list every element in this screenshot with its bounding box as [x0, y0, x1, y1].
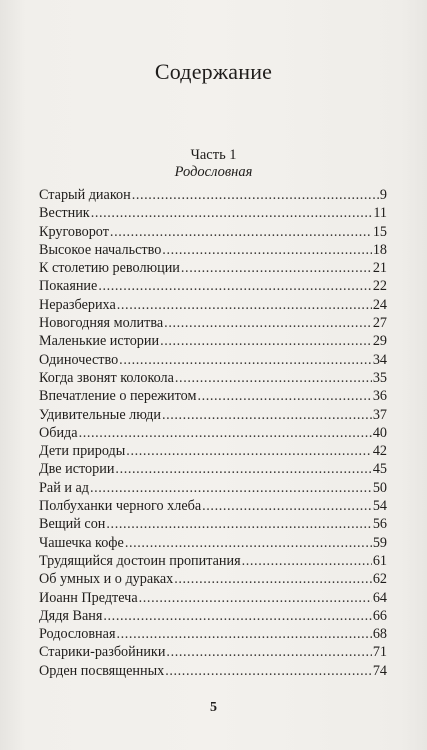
toc-entry-page: 15 — [372, 223, 387, 240]
toc-entry[interactable] — [39, 332, 387, 350]
page-title: Содержание — [154, 59, 273, 84]
toc-entry-title: Об умных и о дураках — [39, 571, 174, 588]
toc-entry[interactable] — [39, 296, 387, 314]
toc-dot-leader — [139, 589, 372, 607]
toc-dot-leader — [166, 643, 371, 661]
toc-dot-leader — [98, 277, 371, 295]
toc-entry-title: Впечатление о пережитом — [39, 388, 197, 405]
toc-entry[interactable] — [39, 497, 387, 515]
toc-entry-page: 18 — [372, 241, 387, 258]
toc-dot-leader — [125, 534, 372, 552]
toc-entry-title: Одиночество — [39, 351, 119, 368]
toc-entry[interactable] — [39, 204, 387, 222]
toc-dot-leader — [90, 479, 372, 497]
toc-entry-page: 62 — [372, 571, 387, 588]
toc-entry-page: 50 — [372, 479, 387, 496]
toc-entry-title: Когда звонят колокола — [39, 369, 174, 386]
toc-dot-leader — [119, 351, 372, 369]
toc-entry-page: 21 — [372, 260, 387, 277]
toc-entry[interactable] — [39, 442, 387, 460]
toc-entry-page: 42 — [372, 443, 387, 460]
toc-entry[interactable] — [39, 314, 387, 332]
toc-entry-title: Дядя Ваня — [39, 607, 103, 624]
toc-entry-title: Новогодняя молитва — [39, 315, 164, 332]
toc-entry-title: Старый диакон — [39, 187, 131, 203]
toc-entry-page: 61 — [372, 552, 387, 569]
toc-dot-leader — [162, 241, 372, 259]
table-of-contents — [39, 186, 387, 680]
toc-dot-leader — [91, 204, 373, 222]
toc-entry-title: Вестник — [39, 205, 90, 222]
toc-entry-title: Вещий сон — [39, 516, 106, 533]
toc-entry-title: Трудящийся достоин пропитания — [39, 552, 241, 569]
toc-entry[interactable] — [39, 406, 387, 424]
toc-entry-page: 11 — [373, 205, 387, 222]
toc-entry-page: 68 — [372, 626, 387, 643]
toc-dot-leader — [115, 460, 371, 478]
toc-dot-leader — [162, 406, 372, 424]
toc-entry-page: 71 — [372, 644, 387, 661]
toc-dot-leader — [181, 259, 372, 277]
part-subtitle: Родословная — [174, 164, 253, 180]
toc-entry-title: Неразбериха — [39, 296, 116, 313]
toc-entry-page: 37 — [372, 406, 387, 423]
toc-entry-title: К столетию революции — [39, 260, 180, 277]
toc-dot-leader — [242, 552, 372, 570]
toc-dot-leader — [174, 570, 372, 588]
toc-entry-page: 27 — [372, 315, 387, 332]
part-label: Часть 1 — [190, 147, 237, 163]
toc-entry-title: Полбуханки черного хлеба — [39, 498, 202, 515]
toc-dot-leader — [197, 387, 371, 405]
toc-entry[interactable] — [39, 259, 387, 277]
toc-entry-page: 66 — [372, 607, 387, 624]
toc-entry-title: Орден посвященных — [39, 662, 165, 679]
toc-entry-page: 35 — [372, 369, 387, 386]
toc-dot-leader — [202, 497, 372, 515]
toc-entry-page: 36 — [372, 388, 387, 405]
toc-entry[interactable] — [39, 607, 387, 625]
toc-entry-title: Родословная — [39, 626, 116, 643]
toc-entry-title: Высокое начальство — [39, 241, 162, 258]
toc-entry-page: 34 — [372, 351, 387, 368]
toc-dot-leader — [79, 424, 372, 442]
toc-entry-page: 59 — [372, 534, 387, 551]
toc-dot-leader — [165, 662, 372, 680]
toc-dot-leader — [106, 515, 371, 533]
toc-dot-leader — [160, 332, 372, 350]
toc-dot-leader — [103, 607, 371, 625]
toc-entry[interactable] — [39, 223, 387, 241]
toc-entry-page: 9 — [379, 187, 387, 203]
toc-entry[interactable] — [39, 662, 387, 680]
toc-entry-title: Две истории — [39, 461, 115, 478]
toc-entry[interactable] — [39, 186, 387, 204]
toc-entry-title: Чашечка кофе — [39, 534, 124, 551]
toc-entry[interactable] — [39, 643, 387, 661]
toc-entry-page: 45 — [372, 461, 387, 478]
toc-dot-leader — [175, 369, 372, 387]
toc-entry[interactable] — [39, 552, 387, 570]
toc-entry-title: Маленькие истории — [39, 333, 160, 350]
toc-entry-page: 40 — [372, 424, 387, 441]
toc-entry-title: Иоанн Предтеча — [39, 589, 138, 606]
toc-dot-leader — [116, 625, 371, 643]
page-number: 5 — [210, 700, 217, 715]
toc-entry[interactable] — [39, 241, 387, 259]
toc-dot-leader — [117, 296, 372, 314]
toc-entry-title: Обида — [39, 424, 78, 441]
toc-entry-page: 64 — [372, 589, 387, 606]
toc-entry-page: 24 — [372, 296, 387, 313]
toc-entry-title: Круговорот — [39, 223, 109, 240]
toc-entry[interactable] — [39, 479, 387, 497]
toc-entry-title: Удивительные люди — [39, 406, 161, 423]
toc-entry[interactable] — [39, 534, 387, 552]
toc-entry[interactable] — [39, 570, 387, 588]
toc-entry[interactable] — [39, 277, 387, 295]
toc-entry[interactable] — [39, 424, 387, 442]
toc-entry-page: 74 — [372, 662, 387, 679]
toc-entry-title: Рай и ад — [39, 479, 89, 496]
toc-dot-leader — [164, 314, 372, 332]
toc-entry-title: Старики-разбойники — [39, 644, 166, 661]
toc-entry[interactable] — [39, 460, 387, 478]
toc-entry[interactable] — [39, 387, 387, 405]
toc-dot-leader — [132, 186, 379, 204]
toc-entry[interactable] — [39, 625, 387, 643]
toc-entry[interactable] — [39, 369, 387, 387]
toc-entry[interactable] — [39, 515, 387, 533]
toc-entry-page: 54 — [372, 498, 387, 515]
toc-dot-leader — [110, 223, 372, 241]
toc-entry[interactable] — [39, 589, 387, 607]
toc-entry-page: 29 — [372, 333, 387, 350]
toc-entry-title: Покаяние — [39, 278, 98, 295]
toc-entry-title: Дети природы — [39, 443, 126, 460]
toc-entry-page: 56 — [372, 516, 387, 533]
toc-entry[interactable] — [39, 351, 387, 369]
toc-entry-page: 22 — [372, 278, 387, 295]
toc-dot-leader — [126, 442, 372, 460]
